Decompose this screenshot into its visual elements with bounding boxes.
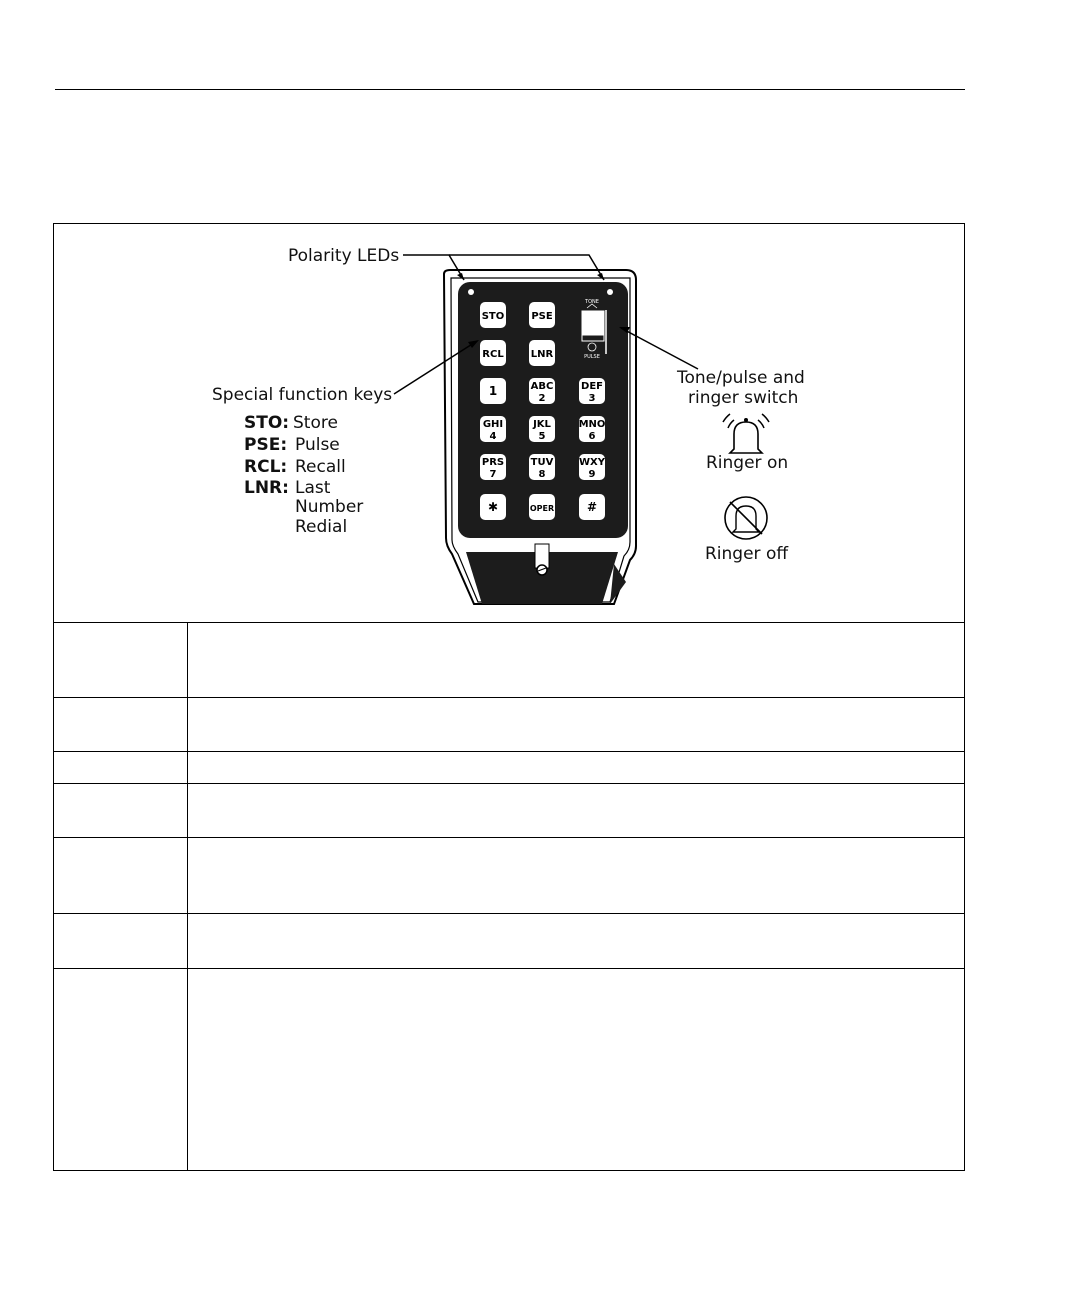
keypad-key-digit: 8 <box>538 469 546 480</box>
keypad-key-letters: ABC <box>530 381 554 392</box>
keypad-key-digit: 3 <box>588 393 596 404</box>
legend-key: PSE: <box>244 435 288 455</box>
legend-meaning-continued: Number <box>295 497 364 517</box>
table-row-label <box>54 838 187 913</box>
keypad-key-digit: 6 <box>588 431 596 442</box>
keypad-key-OPER[interactable] <box>529 494 555 520</box>
keypad-key-letters: DEF <box>581 381 603 392</box>
ringer-on-icon <box>723 414 769 453</box>
keypad-key-✱[interactable] <box>480 494 506 520</box>
switch-tone-label: TONE <box>585 299 599 305</box>
keypad-key-PSE[interactable] <box>529 302 555 328</box>
table-row-description <box>188 914 964 968</box>
keypad-key-6[interactable] <box>579 416 606 442</box>
keypad-key-label: ✱ <box>487 500 499 514</box>
legend-key: RCL: <box>244 457 288 477</box>
legend-key: LNR: <box>244 478 289 498</box>
table-row-label <box>54 784 187 837</box>
legend-key: STO: <box>244 413 290 433</box>
keypad-key-4[interactable] <box>480 416 506 442</box>
table-row-label <box>54 969 187 1170</box>
keypad-key-label: # <box>586 500 598 514</box>
legend-meaning: Pulse <box>295 435 340 455</box>
keypad-figure-cell <box>54 224 964 623</box>
feature-table <box>53 223 965 1171</box>
switch-slider[interactable] <box>582 311 604 335</box>
keypad-key-8[interactable] <box>529 454 555 480</box>
legend-meaning: Recall <box>295 457 346 477</box>
ringer-on-label: Ringer on <box>706 453 789 473</box>
table-row-description <box>188 784 964 837</box>
keypad-key-9[interactable] <box>579 454 606 480</box>
table-row <box>54 914 964 969</box>
tone-pulse-label-line2: ringer switch <box>688 388 799 408</box>
table-row <box>54 969 964 1170</box>
polarity-leds-label: Polarity LEDs <box>288 246 400 266</box>
tone-pulse-label-line1: Tone/pulse and <box>677 368 805 388</box>
legend-meaning: Last <box>295 478 331 498</box>
keypad-key-#[interactable] <box>579 494 605 520</box>
keypad-key-digit: 2 <box>538 393 546 404</box>
keypad-key-letters: WXY <box>579 457 605 468</box>
keypad-key-RCL[interactable] <box>480 340 506 366</box>
table-row-label <box>54 622 187 697</box>
keypad-key-digit: 5 <box>538 431 546 442</box>
table-row-label <box>54 752 187 783</box>
keypad-key-letters: JKL <box>533 419 551 430</box>
keypad-key-LNR[interactable] <box>529 340 555 366</box>
special-keys-legend <box>244 413 363 537</box>
keypad-key-label: LNR <box>530 349 554 360</box>
keypad-key-digit: 7 <box>489 469 497 480</box>
polarity-led-right <box>607 289 613 295</box>
keypad-key-letters: PRS <box>481 457 505 468</box>
table-row-description <box>188 969 964 1170</box>
special-function-keys-label: Special function keys <box>212 385 393 405</box>
keypad-key-digit: 9 <box>588 469 596 480</box>
table-row <box>54 838 964 914</box>
legend-meaning: Store <box>293 413 338 433</box>
table-row <box>54 698 964 752</box>
table-row <box>54 752 964 784</box>
polarity-led-left <box>468 289 474 295</box>
legend-meaning-continued: Redial <box>295 517 348 537</box>
keypad-key-label: 1 <box>488 384 498 398</box>
table-row-label <box>54 698 187 751</box>
keypad-key-5[interactable] <box>529 416 555 442</box>
keypad-key-label: PSE <box>531 311 553 322</box>
ringer-off-icon <box>725 497 767 539</box>
ringer-off-label: Ringer off <box>705 544 789 564</box>
keypad-key-1[interactable] <box>480 378 506 404</box>
keypad-figure <box>54 224 964 622</box>
keypad-key-label: RCL <box>482 349 504 360</box>
keypad-key-label: OPER <box>529 504 555 513</box>
keypad-key-7[interactable] <box>480 454 506 480</box>
table-row-description <box>188 838 964 913</box>
table-row-description <box>188 622 964 697</box>
table-row <box>54 784 964 838</box>
table-row <box>54 622 964 698</box>
keypad-key-letters: MNO <box>578 419 606 430</box>
keypad-key-label: STO <box>481 311 505 322</box>
switch-pulse-label: PULSE <box>584 354 600 360</box>
keypad-key-letters: GHI <box>482 419 504 430</box>
keypad-key-STO[interactable] <box>480 302 506 328</box>
table-row-description <box>188 698 964 751</box>
table-row-label <box>54 914 187 968</box>
keypad-key-2[interactable] <box>529 378 555 404</box>
keypad-key-digit: 4 <box>489 431 497 442</box>
header-rule <box>55 89 965 90</box>
keypad-key-letters: TUV <box>530 457 554 468</box>
table-row-description <box>188 752 964 783</box>
keypad-key-3[interactable] <box>579 378 605 404</box>
